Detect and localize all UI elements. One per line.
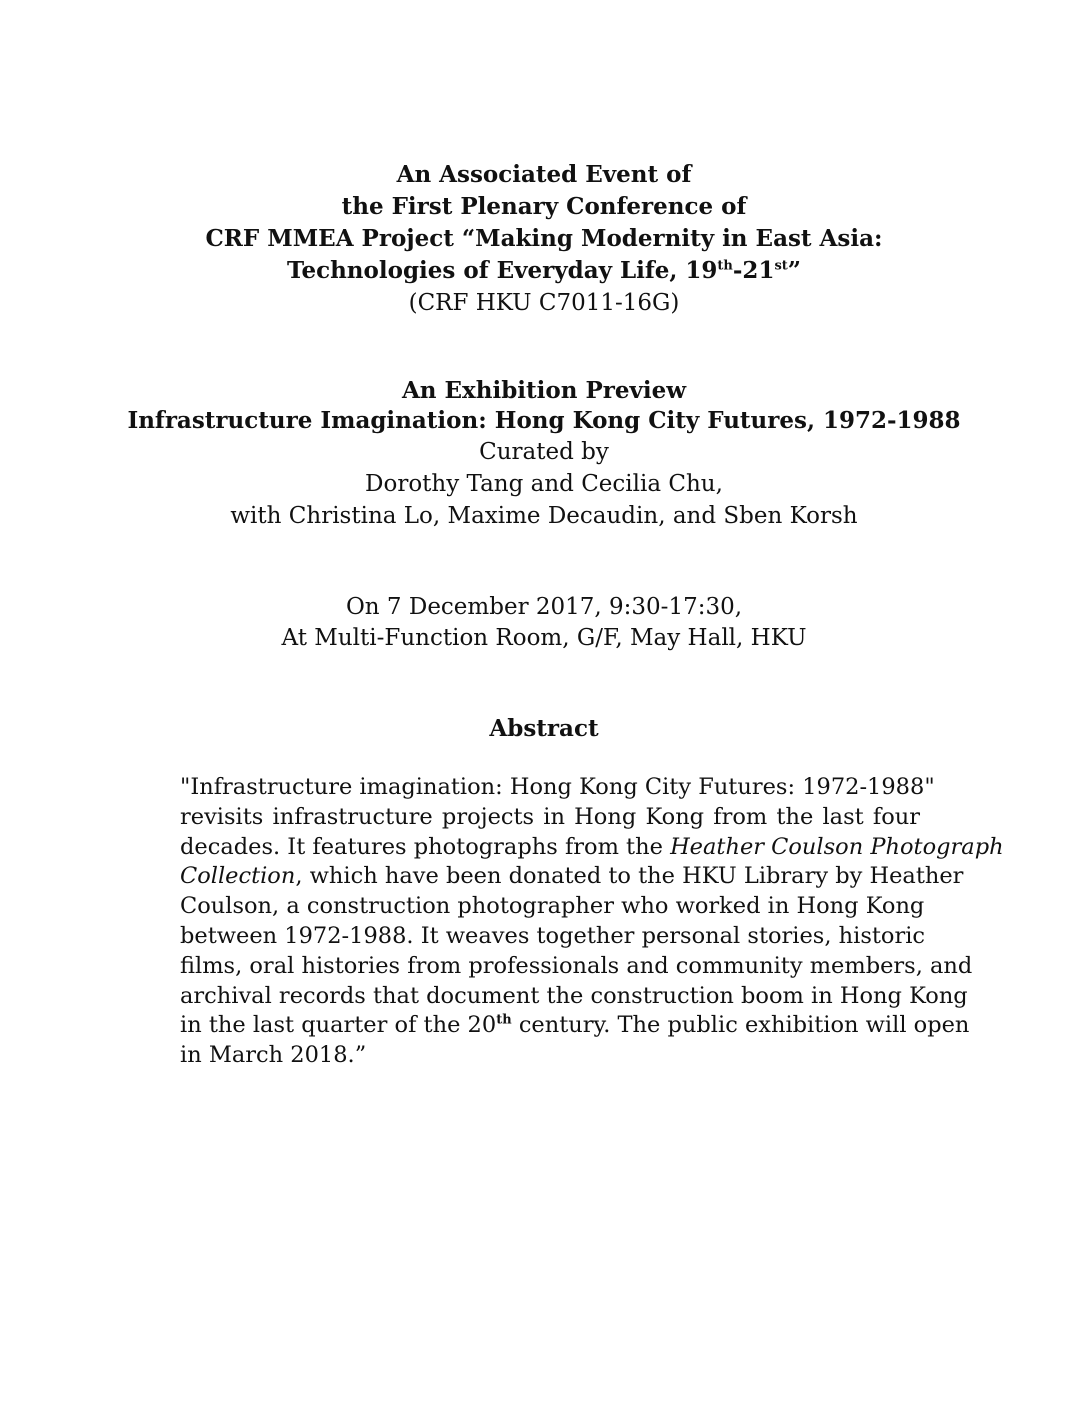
header-line-4-end: ” <box>787 257 802 284</box>
abstract-line <box>180 862 964 892</box>
superscript-th: th <box>717 258 733 274</box>
abstract-line: archival records that document the construction boom in Hong Kong <box>180 982 968 1009</box>
collection-title: Heather Coulson Photograph <box>670 833 1004 860</box>
abstract-line-text: in the last quarter of the 20 <box>180 1012 497 1039</box>
abstract-heading: Abstract <box>489 715 599 742</box>
project-code: (CRF HKU C7011-16G) <box>408 290 680 316</box>
abstract-line: revisits infrastructure projects in Hong Kong from the last four <box>180 803 920 830</box>
header-line-4 <box>0 256 1088 286</box>
header-line-4-mid: -21 <box>732 257 775 284</box>
abstract-line-text: which have been donated to the HKU Library by Heather <box>309 863 964 890</box>
abstract-line <box>180 1011 970 1041</box>
superscript-st: st <box>774 258 788 274</box>
header-line-4-main: Technologies of Everyday Life, 19 <box>286 257 718 284</box>
event-date: On 7 December 2017, 9:30-17:30, <box>345 594 743 620</box>
abstract-line: films, oral histories from professionals and community members, and <box>180 952 973 979</box>
superscript-th: th <box>496 1012 512 1028</box>
header-line-1: An Associated Event of <box>396 161 692 188</box>
abstract-line: Coulson, a construction photographer who worked in Hong Kong <box>180 893 925 920</box>
event-venue: At Multi-Function Room, G/F, May Hall, HKU <box>281 625 807 651</box>
curators: Dorothy Tang and Cecilia Chu, <box>365 471 723 497</box>
header-line-2: the First Plenary Conference of <box>341 193 747 220</box>
comma: , <box>295 863 303 890</box>
exhibition-title: Infrastructure Imagination: Hong Kong City Futures, 1972-1988 <box>127 407 961 434</box>
exhibition-heading: An Exhibition Preview <box>401 377 687 404</box>
curated-by-label: Curated by <box>479 439 609 465</box>
abstract-line-text: century. The public exhibition will open <box>518 1012 970 1039</box>
collection-title-cont: Collection <box>180 863 296 890</box>
abstract-line-text: decades. It features photographs from the <box>180 833 663 860</box>
header-line-3: CRF MMEA Project “Making Modernity in East Asia: <box>205 225 883 252</box>
abstract-line <box>180 833 1004 863</box>
abstract-line: "Infrastructure imagination: Hong Kong City Futures: 1972-1988" <box>180 774 935 800</box>
abstract-body <box>180 773 1004 1071</box>
collaborators: with Christina Lo, Maxime Decaudin, and Sben Korsh <box>230 503 858 529</box>
abstract-line: between 1972-1988. It weaves together personal stories, historic <box>180 922 926 949</box>
abstract-line-last: in March 2018.” <box>180 1042 367 1069</box>
